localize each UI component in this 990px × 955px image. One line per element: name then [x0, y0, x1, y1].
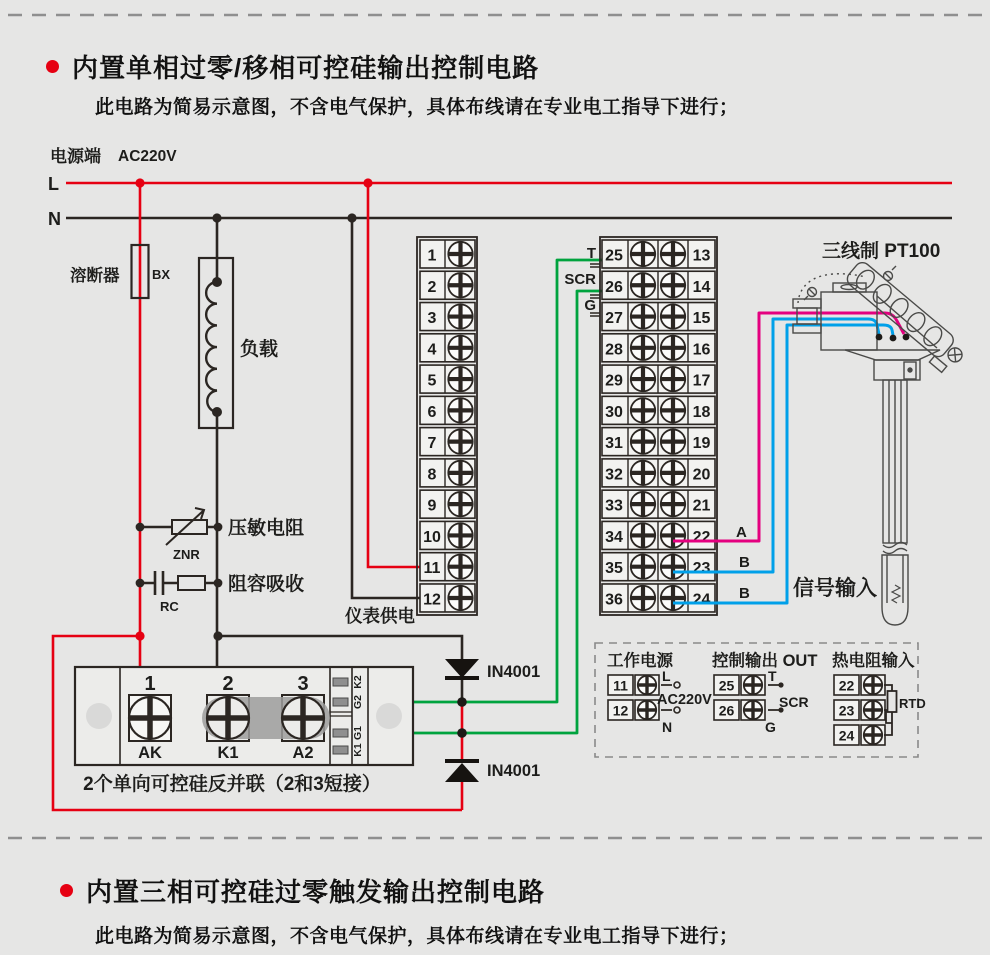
screw-terminal-icon	[638, 676, 656, 694]
sensor-collar	[874, 360, 920, 380]
inductor-coil-symbol	[206, 282, 217, 412]
terminal-number: 29	[605, 372, 623, 390]
terminal-number: 32	[605, 466, 623, 484]
mounting-hole-right	[376, 703, 402, 729]
legend-rtd-title: 热电阻输入	[832, 652, 915, 670]
terminal-number: 3	[427, 310, 437, 328]
terminal-row	[420, 428, 475, 456]
legend-output-wiring	[765, 668, 809, 735]
black-wire-to-diode1	[218, 636, 462, 659]
terminal-number: 18	[692, 403, 711, 421]
screw-terminal-icon	[631, 367, 655, 391]
screw-terminal-icon	[631, 273, 655, 297]
legend-terminal-number: 26	[718, 702, 735, 719]
terminal-g-label: G	[584, 297, 596, 314]
terminal-number: 8	[427, 466, 437, 484]
sensor-wire-terminals	[876, 334, 910, 342]
legend-terminal-number: 12	[612, 702, 629, 719]
legend-terminal	[714, 700, 765, 720]
terminal-row	[420, 521, 475, 549]
legend-terminal	[608, 700, 659, 720]
terminal-row	[420, 303, 475, 331]
scr-terminal-name: A2	[292, 744, 314, 762]
scr-terminal-name: AK	[138, 744, 162, 762]
screw-terminal-icon	[864, 701, 882, 719]
capacitor-symbol	[155, 571, 163, 595]
rc-label: 阻容吸收	[228, 574, 305, 595]
wire-a-label: A	[736, 524, 747, 541]
section2-note: 此电路为简易示意图，不含电气保护，具体布线请在专业电工指导下进行；	[95, 926, 739, 947]
terminal-row	[602, 459, 715, 487]
screw-terminal-icon	[661, 242, 685, 266]
scr-module-caption: 2个单向可控硅反并联（2和3短接）	[83, 774, 381, 795]
scr-pin-label: G1	[352, 725, 364, 741]
terminal-number: 24	[692, 591, 711, 609]
screw-terminal-icon	[448, 242, 472, 266]
screw-terminal-icon	[638, 701, 656, 719]
sensor-cone	[845, 350, 940, 360]
sensor-title: 三线制 PT100	[822, 241, 941, 262]
terminal-number: 14	[692, 278, 711, 296]
legend-terminal	[834, 675, 885, 695]
screw-terminal-icon	[864, 726, 882, 744]
legend-rtd-wiring	[884, 685, 926, 735]
legend-scr-label: SCR	[779, 694, 809, 710]
screw-terminal-icon	[631, 398, 655, 422]
screw-terminal-icon	[448, 304, 472, 328]
screw-terminal-icon	[631, 429, 655, 453]
scr-terminal-name: K1	[217, 744, 239, 762]
terminal-number: 34	[605, 528, 623, 546]
screw-terminal-icon	[448, 429, 472, 453]
scr-pin	[333, 698, 348, 706]
terminal-number: 16	[692, 341, 711, 359]
screw-terminal-icon	[448, 492, 472, 516]
load-label: 负载	[240, 339, 279, 360]
terminal-row	[602, 396, 715, 424]
screw-terminal-icon	[448, 586, 472, 610]
screw-terminal-icon	[631, 336, 655, 360]
screw-terminal-icon	[661, 304, 685, 328]
scr-pin-label: K1	[352, 743, 364, 757]
legend-terminal-number: 11	[613, 677, 628, 694]
wire-b1-label: B	[739, 554, 750, 571]
terminal-row	[420, 396, 475, 424]
terminal-number: 33	[605, 497, 623, 515]
terminal-row	[602, 365, 715, 393]
legend-voltage-label: AC220V	[657, 692, 712, 708]
terminal-row	[602, 303, 715, 331]
terminal-t-label: T	[586, 245, 596, 262]
line-l-label: L	[48, 174, 59, 194]
scr-pin	[333, 746, 348, 754]
scr-pin-label: K2	[352, 675, 364, 689]
terminal-number: 27	[605, 310, 623, 328]
screw-terminal-icon	[661, 523, 685, 547]
fuse-code: BX	[152, 267, 171, 282]
terminal-number: 4	[427, 341, 437, 359]
terminal-number: 12	[423, 591, 441, 609]
screw-terminal-icon	[661, 367, 685, 391]
screw-terminal-icon	[661, 336, 685, 360]
terminal-row	[420, 490, 475, 518]
terminal-number: 10	[423, 528, 441, 546]
rtd-element-zigzag	[892, 585, 900, 603]
wire-b2-label: B	[739, 585, 750, 602]
terminal-row	[602, 334, 715, 362]
terminal-row	[420, 240, 475, 268]
screw-terminal-icon	[448, 367, 472, 391]
terminal-number: 5	[427, 372, 437, 390]
legend-terminal	[834, 700, 885, 720]
terminal-number: 31	[605, 435, 623, 453]
legend-rtd-label: RTD	[899, 696, 926, 711]
terminal-number: 9	[427, 497, 437, 515]
terminal-row	[420, 584, 475, 612]
screw-terminal-icon	[661, 429, 685, 453]
power-source-label: 电源端	[50, 147, 101, 166]
screw-terminal-icon	[661, 586, 685, 610]
terminal-number: 13	[692, 247, 711, 265]
screw-terminal-icon	[448, 273, 472, 297]
terminal-number: 25	[605, 247, 623, 265]
screw-terminal-icon	[631, 555, 655, 579]
screw-terminal-icon	[631, 492, 655, 516]
terminal-number: 30	[605, 403, 623, 421]
fuse-label: 溶断器	[70, 267, 120, 285]
legend-power-title: 工作电源	[607, 652, 673, 670]
screw-terminal-icon	[207, 697, 249, 739]
legend-n-label: N	[662, 719, 673, 735]
screw-terminal-icon	[282, 697, 324, 739]
diode1-symbol	[445, 659, 479, 678]
terminal-number: 35	[605, 560, 623, 578]
terminal-number: 1	[427, 247, 437, 265]
screw-terminal-icon	[661, 492, 685, 516]
terminal-number: 11	[423, 560, 441, 578]
legend-l-label: L	[662, 668, 671, 684]
coil-bottom-node	[212, 407, 222, 417]
legend-terminal-number: 22	[838, 677, 855, 694]
screw-terminal-icon	[661, 273, 685, 297]
legend-terminal-number: 25	[718, 677, 735, 694]
screw-terminal-icon	[129, 697, 171, 739]
sensor-probe-tube	[882, 380, 908, 625]
scr-module	[75, 667, 413, 765]
screw-terminal-icon	[448, 336, 472, 360]
terminal-number: 19	[692, 435, 711, 453]
terminal-row	[420, 365, 475, 393]
section2-bullet-icon	[60, 884, 73, 897]
scr-pin	[333, 729, 348, 737]
screw-terminal-icon	[631, 523, 655, 547]
screw-terminal-icon	[661, 555, 685, 579]
terminal-number: 6	[427, 403, 437, 421]
screw-terminal-icon	[661, 398, 685, 422]
terminal-number: 23	[692, 560, 711, 578]
section1-title: 内置单相过零/移相可控硅输出控制电路	[72, 53, 540, 83]
terminal-row	[602, 240, 715, 268]
diode2-label: IN4001	[487, 762, 541, 780]
screw-terminal-icon	[744, 676, 762, 694]
varistor-code: ZNR	[173, 547, 200, 562]
terminal-number: 17	[692, 372, 711, 390]
screw-terminal-icon	[864, 676, 882, 694]
scr-terminal-number: 3	[297, 673, 309, 695]
terminal-row	[602, 428, 715, 456]
terminal-number: 2	[427, 278, 437, 296]
screw-terminal-icon	[448, 461, 472, 485]
screw-terminal-icon	[744, 701, 762, 719]
legend-terminal-number: 24	[838, 727, 855, 744]
diode2-symbol	[445, 761, 479, 782]
legend-terminal	[714, 675, 765, 695]
resistor-symbol	[178, 576, 205, 590]
terminal-row	[602, 490, 715, 518]
terminal-number: 21	[692, 497, 711, 515]
screw-terminal-icon	[631, 304, 655, 328]
section1-note: 此电路为简易示意图，不含电气保护，具体布线请在专业电工指导下进行；	[95, 97, 739, 118]
screw-terminal-icon	[448, 523, 472, 547]
legend-power-wiring	[657, 668, 712, 735]
section2-title: 内置三相可控硅过零触发输出控制电路	[86, 877, 546, 907]
coil-top-node	[212, 277, 222, 287]
legend-output-title: 控制输出 OUT	[712, 652, 818, 670]
power-voltage-label: AC220V	[118, 148, 177, 165]
mounting-hole-left	[86, 703, 112, 729]
screw-terminal-icon	[631, 242, 655, 266]
scr-pin	[333, 678, 348, 686]
terminal-row	[602, 553, 715, 581]
terminal-row	[602, 271, 715, 299]
screw-terminal-icon	[448, 555, 472, 579]
terminal-number: 7	[427, 435, 437, 453]
terminal-number: 20	[692, 466, 711, 484]
legend-terminal	[834, 725, 885, 745]
scr-pin-label: G2	[352, 694, 364, 710]
terminal-number: 36	[605, 591, 623, 609]
terminal-number: 28	[605, 341, 623, 359]
terminal-number: 26	[605, 278, 623, 296]
terminal-scr-label: SCR	[564, 271, 596, 288]
terminal-row	[420, 553, 475, 581]
terminal-number: 22	[692, 528, 711, 546]
terminal-row	[602, 584, 715, 612]
terminal-row	[420, 459, 475, 487]
terminal-number: 15	[692, 310, 711, 328]
screw-terminal-icon	[448, 398, 472, 422]
diode1-label: IN4001	[487, 663, 541, 681]
screw-terminal-icon	[661, 461, 685, 485]
legend-g-label: G	[765, 719, 776, 735]
varistor-label: 压敏电阻	[228, 518, 305, 539]
screw-terminal-icon	[631, 586, 655, 610]
meter-supply-label: 仪表供电	[345, 606, 415, 626]
line-n-label: N	[48, 209, 61, 229]
screw-terminal-icon	[631, 461, 655, 485]
terminal-row	[420, 271, 475, 299]
terminal-row	[420, 334, 475, 362]
scr-terminal-number: 1	[144, 673, 156, 695]
terminal-row	[602, 521, 715, 549]
legend-terminal	[608, 675, 659, 695]
legend-terminal-number: 23	[838, 702, 855, 719]
scr-terminal-number: 2	[222, 673, 234, 695]
rc-code: RC	[160, 599, 179, 614]
legend-t-label: T	[768, 668, 777, 684]
signal-input-label: 信号输入	[793, 577, 877, 600]
